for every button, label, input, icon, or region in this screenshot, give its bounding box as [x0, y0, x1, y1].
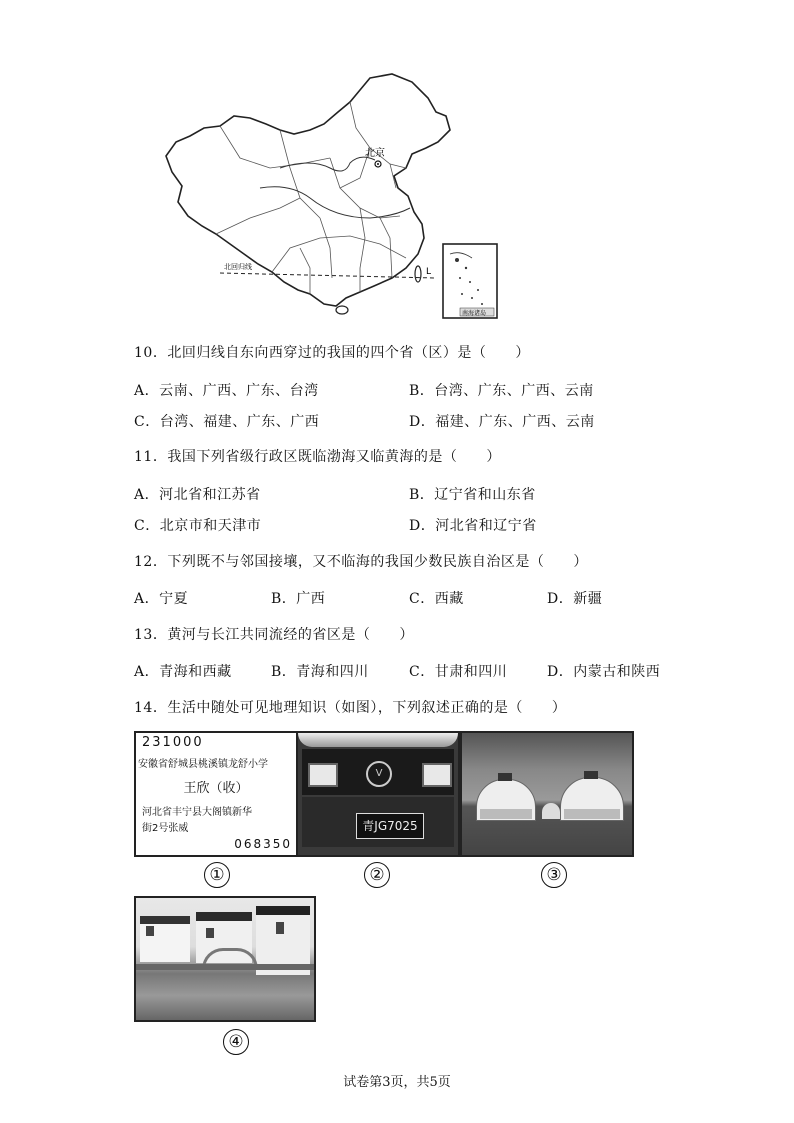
water-town-image: [134, 896, 316, 1022]
question-12-option-d: D．新疆: [547, 591, 603, 607]
figure-label-3: ③: [541, 862, 567, 888]
envelope-image: [134, 731, 298, 857]
vw-logo-icon: V: [366, 761, 392, 787]
figure-label-4: ④: [223, 1029, 249, 1055]
question-12-option-c: C．西藏: [409, 591, 464, 607]
question-12-stem: 12．下列既不与邻国接壤，又不临海的我国少数民族自治区是（ ）: [134, 554, 588, 570]
question-14-stem: 14．生活中随处可见地理知识（如图），下列叙述正确的是（ ）: [134, 700, 567, 716]
page-footer: 试卷第3页，共5页: [343, 1075, 451, 1090]
question-13-option-c: C．甘肃和四川: [409, 664, 508, 680]
question-12-option-b: B．广西: [271, 591, 326, 607]
question-13-option-b: B．青海和四川: [271, 664, 369, 680]
question-10-option-b: B．台湾、广东、广西、云南: [409, 383, 594, 399]
question-10-option-a: A．云南、广西、广东、台湾: [134, 383, 319, 399]
question-10-stem: 10．北回归线自东向西穿过的我国的四个省（区）是（ ）: [134, 345, 530, 361]
question-11-option-d: D．河北省和辽宁省: [409, 518, 537, 534]
question-11-option-c: C．北京市和天津市: [134, 518, 262, 534]
inset-label: 南海诸岛: [462, 310, 487, 317]
tropic-label: 北回归线: [224, 263, 252, 271]
china-map: [160, 68, 500, 320]
figure-label-2: ②: [364, 862, 390, 888]
figure-label-1: ①: [204, 862, 230, 888]
question-10-option-d: D．福建、广东、广西、云南: [409, 414, 595, 430]
envelope-from-zip: 068350: [234, 837, 292, 851]
question-13-option-a: A．青海和西藏: [134, 664, 232, 680]
tropic-line: [220, 273, 436, 278]
envelope-recipient: 王欣（收）: [183, 781, 249, 796]
china-outline: [166, 74, 450, 306]
question-13-stem: 13．黄河与长江共同流经的省区是（ ）: [134, 627, 414, 643]
envelope-to-address: 安徽省舒城县桃溪镇龙舒小学: [138, 759, 268, 770]
envelope-from-address-2: 街2号张威: [142, 823, 189, 834]
marker-l-label: L: [426, 267, 432, 277]
question-11-stem: 11．我国下列省级行政区既临渤海又临黄海的是（ ）: [134, 449, 501, 465]
china-map-svg: [160, 68, 500, 320]
question-12-option-a: A．宁夏: [134, 591, 189, 607]
license-plate: 青JG7025: [356, 813, 424, 839]
envelope-to-zip: 231000: [142, 735, 204, 750]
beijing-label: 北京: [365, 148, 385, 159]
taiwan-shape: [415, 266, 421, 282]
envelope-from-address-1: 河北省丰宁县大阁镇新华: [142, 807, 252, 818]
question-11-option-b: B．辽宁省和山东省: [409, 487, 536, 503]
car-plate-image: [296, 731, 460, 857]
question-13-option-d: D．内蒙古和陕西: [547, 664, 661, 680]
yurts-image: [460, 731, 634, 857]
hainan-shape: [336, 306, 348, 314]
question-11-option-a: A．河北省和江苏省: [134, 487, 261, 503]
question-10-option-c: C．台湾、福建、广东、广西: [134, 414, 320, 430]
